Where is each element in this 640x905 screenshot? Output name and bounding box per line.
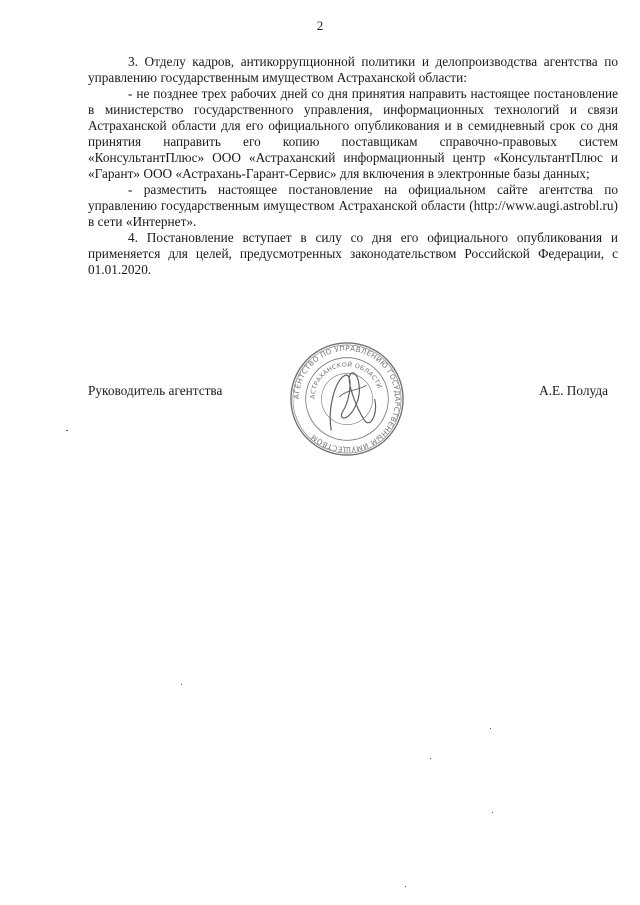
paragraph-3-publication: - не позднее трех рабочих дней со дня принятия направить настоящее постановление в министерство государственного управления, информационных технологий и связи Астраханской области для его официального опубликования и в семидневный срок со дня принятия направить его копию поставщикам справочно-правовых систем «КонсультантПлюс» ООО «Астраханский информационный центр «КонсультантПлюс и «Гарант» ООО «Астрахань-Гарант-Сервис» для включения в электронные базы данных; bbox=[88, 86, 618, 181]
page-number: 2 bbox=[316, 18, 324, 33]
official-seal bbox=[288, 340, 406, 458]
paragraph-4-effective-date: 4. Постановление вступает в силу со дня его официального опубликования и применяется для целей, предусмотренных законодательством Российской Федерации, с 01.01.2020. bbox=[88, 230, 618, 277]
document-body bbox=[88, 54, 618, 278]
seal-outer-text: АГЕНТСТВО ПО УПРАВЛЕНИЮ ГОСУДАРСТВЕННЫМ ИМУЩЕСТВОМ bbox=[291, 343, 403, 455]
seal-inner-text: АСТРАХАНСКОЙ ОБЛАСТИ bbox=[309, 361, 383, 400]
signatory-name: А.Е. Полуда bbox=[539, 383, 608, 398]
signatory-position: Руководитель агентства bbox=[88, 383, 223, 398]
signature-block bbox=[88, 383, 608, 399]
paragraph-3-department: 3. Отделу кадров, антикоррупционной политики и делопроизводства агентства по управлению государственным имуществом Астраханской области: bbox=[88, 54, 618, 85]
handwritten-signature bbox=[330, 373, 375, 431]
paragraph-3-website: - разместить настоящее постановление на официальном сайте агентства по управлению государственным имуществом Астраханской области (http://www.augi.astrobl.ru) в сети «Интернет». bbox=[88, 182, 618, 229]
